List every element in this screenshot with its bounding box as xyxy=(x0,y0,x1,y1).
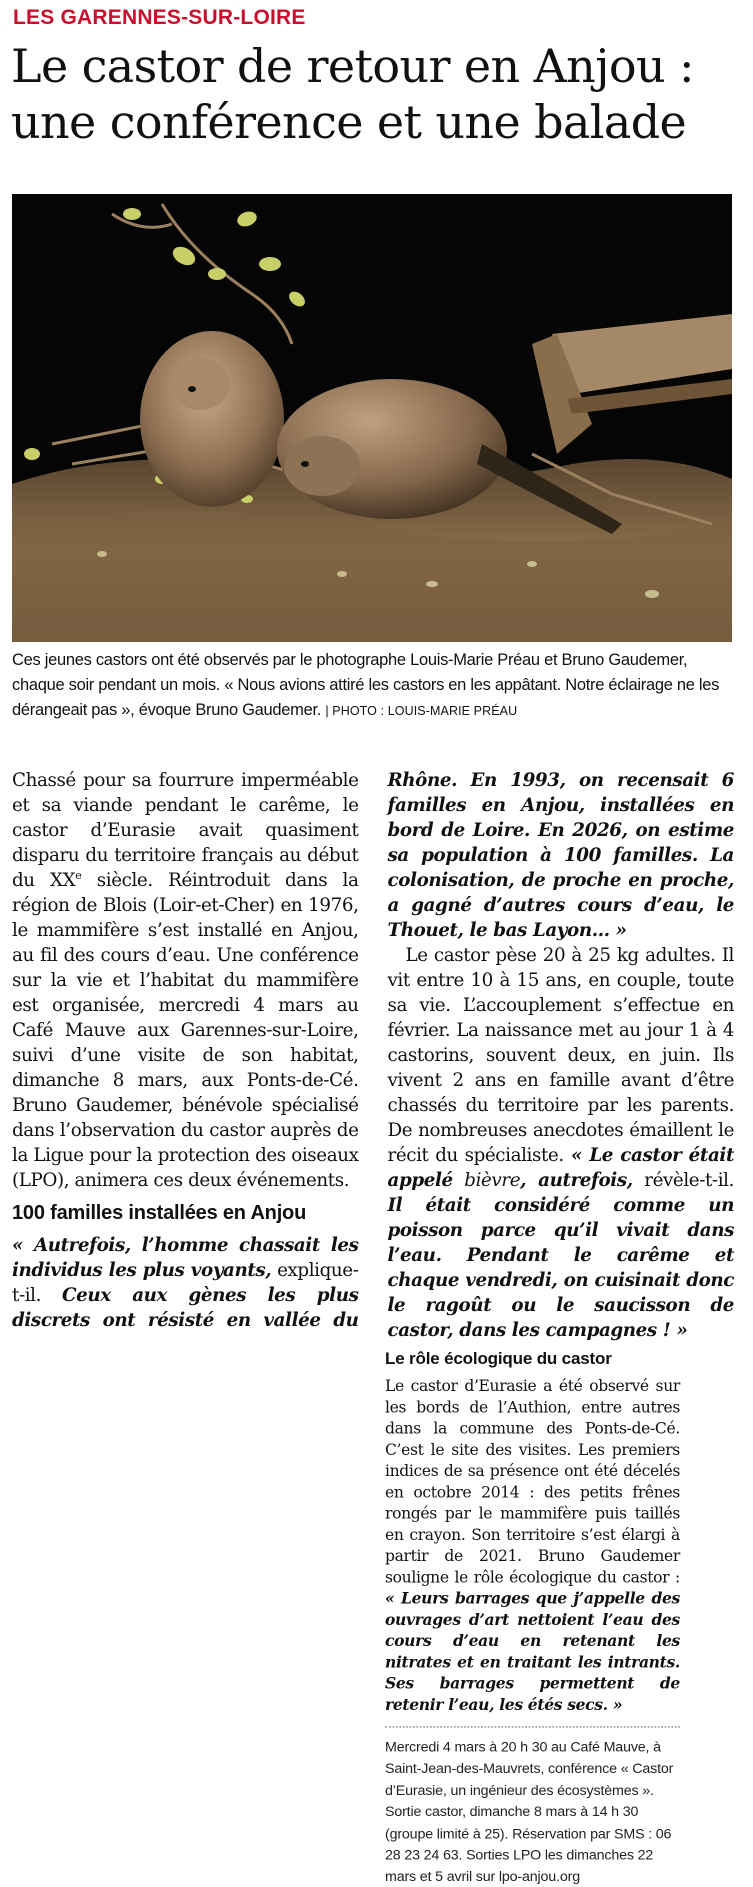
ecology-text: Le castor d’Eurasie a été observé sur les bords de l’Authion, entre autres dans la commune des Ponts-de-Cé. C’est le site des visites. Les premiers indices de sa présence ont été décelés en octobre 2014 : des petits frênes rongés par le mammifère puis taillés en crayon. Son territoire s’est élargi à partir de 2021. Bruno Gaudemer souligne le rôle écologique du castor : xyxy=(385,1377,680,1587)
beaver-photo xyxy=(12,194,732,642)
quote-1: « Autrefois, l’homme chassait les individus les plus voyants, xyxy=(12,1235,359,1281)
article-column-1 xyxy=(12,768,734,1343)
info-separator xyxy=(385,1726,680,1728)
practical-info: Mercredi 4 mars à 20 h 30 au Café Mauve, à Saint-Jean-des-Mauvrets, conférence « Castor d’Eurasie, un ingénieur des écosystèmes ». Sortie castor, dimanche 8 mars à 14 h 30 (groupe limité à 25). Réservation par SMS : 06 28 23 24 63. Sorties LPO les dimanches 22 mars et 5 avril sur lpo-anjou.org xyxy=(385,1738,674,1885)
caption-text: Ces jeunes castors ont été observés par le photographe Louis-Marie Préau et Bruno Gaudemer, chaque soir pendant un mois. « Nous avions attiré les castors en les appâtant. Notre éclairage ne les dérangeait pas », évoque Bruno Gaudemer. xyxy=(12,651,720,719)
intro-text-b: siècle. Réintroduit dans la région de Blois (Loir-et-Cher) en 1976, le mammifère s’est installé en Anjou, au fil des cours d’eau. Une conférence sur la vie et l’habitat du mammifère est organisée, mercredi 4 mars au Café Mauve aux Garennes-sur-Loire, suivi d’une visite de son habitat, dimanche 8 mars, aux Ponts-de-Cé. Bruno Gaudemer, bénévole spécialisé dans l’observation du castor auprès de la Ligue pour la protection des oiseaux (LPO), animera ces deux événements. xyxy=(12,870,359,1191)
photo-credit: | PHOTO : LOUIS-MARIE PRÉAU xyxy=(325,704,518,718)
headline: Le castor de retour en Anjou : une conférence et une balade xyxy=(11,39,694,149)
quote-1-attribution: explique-t-il. xyxy=(12,1260,359,1306)
quote-5: « Leurs barrages que j’appelle des ouvrages d’art nettoient l’eau des cours d’eau en retenant les nitrates et en traitant les intrants. Ses barrages permettent de retenir l’eau, les étés secs. » xyxy=(385,1590,680,1715)
quote-3b: , autrefois, xyxy=(520,1170,633,1191)
quote-3a: « Le castor était appelé xyxy=(387,1145,734,1191)
article-column-2-content xyxy=(385,1347,680,1887)
subheading-families: 100 familles installées en Anjou xyxy=(12,1202,307,1224)
quote-4: Il était considéré comme un poisson parce qu’il vivait dans l’eau. Pendant le carême et chaque vendredi, on cuisinait donc le ragoût ou le saucisson de castor, dans les campagnes ! » xyxy=(387,1195,734,1341)
biology-paragraph xyxy=(388,943,735,1343)
quote-2: Ceux aux gènes les plus discrets ont résisté en vallée du Rhône. En 1993, on recensait 6 familles en Anjou, installées en bord de Loire. En 2026, on estime sa population à 100 familles. La colonisation, de proche en proche, a gagné d’autres cours d’eau, le Thouet, le bas Layon… » xyxy=(12,770,734,1331)
photo-caption xyxy=(12,648,734,724)
section-kicker: LES GARENNES-SUR-LOIRE xyxy=(13,6,306,29)
ecology-paragraph xyxy=(385,1376,680,1716)
quote-3-attribution: révèle-t-il. xyxy=(632,1170,735,1191)
intro-paragraph xyxy=(12,768,359,1193)
intro-text-a: Chassé pour sa fourrure imperméable et sa viande pendant le carême, le castor d’Eurasie avait quasiment disparu du territoire français au début du XX xyxy=(12,770,359,891)
subheading-ecology: Le rôle écologique du castor xyxy=(385,1349,612,1369)
biology-text: Le castor pèse 20 à 25 kg adultes. Il vit entre 10 à 15 ans, en couple, toute sa vie. L’accouplement s’effectue en février. La naissance met au jour 1 à 4 castorins, souvent deux, en juin. Ils vivent 2 ans en famille avant d’être chassés du territoire par les parents. De nombreuses anecdotes émaillent le récit du spécialiste. xyxy=(387,945,734,1166)
century-superscript: e xyxy=(75,868,82,882)
quote-3-word: bièvre xyxy=(452,1170,521,1191)
